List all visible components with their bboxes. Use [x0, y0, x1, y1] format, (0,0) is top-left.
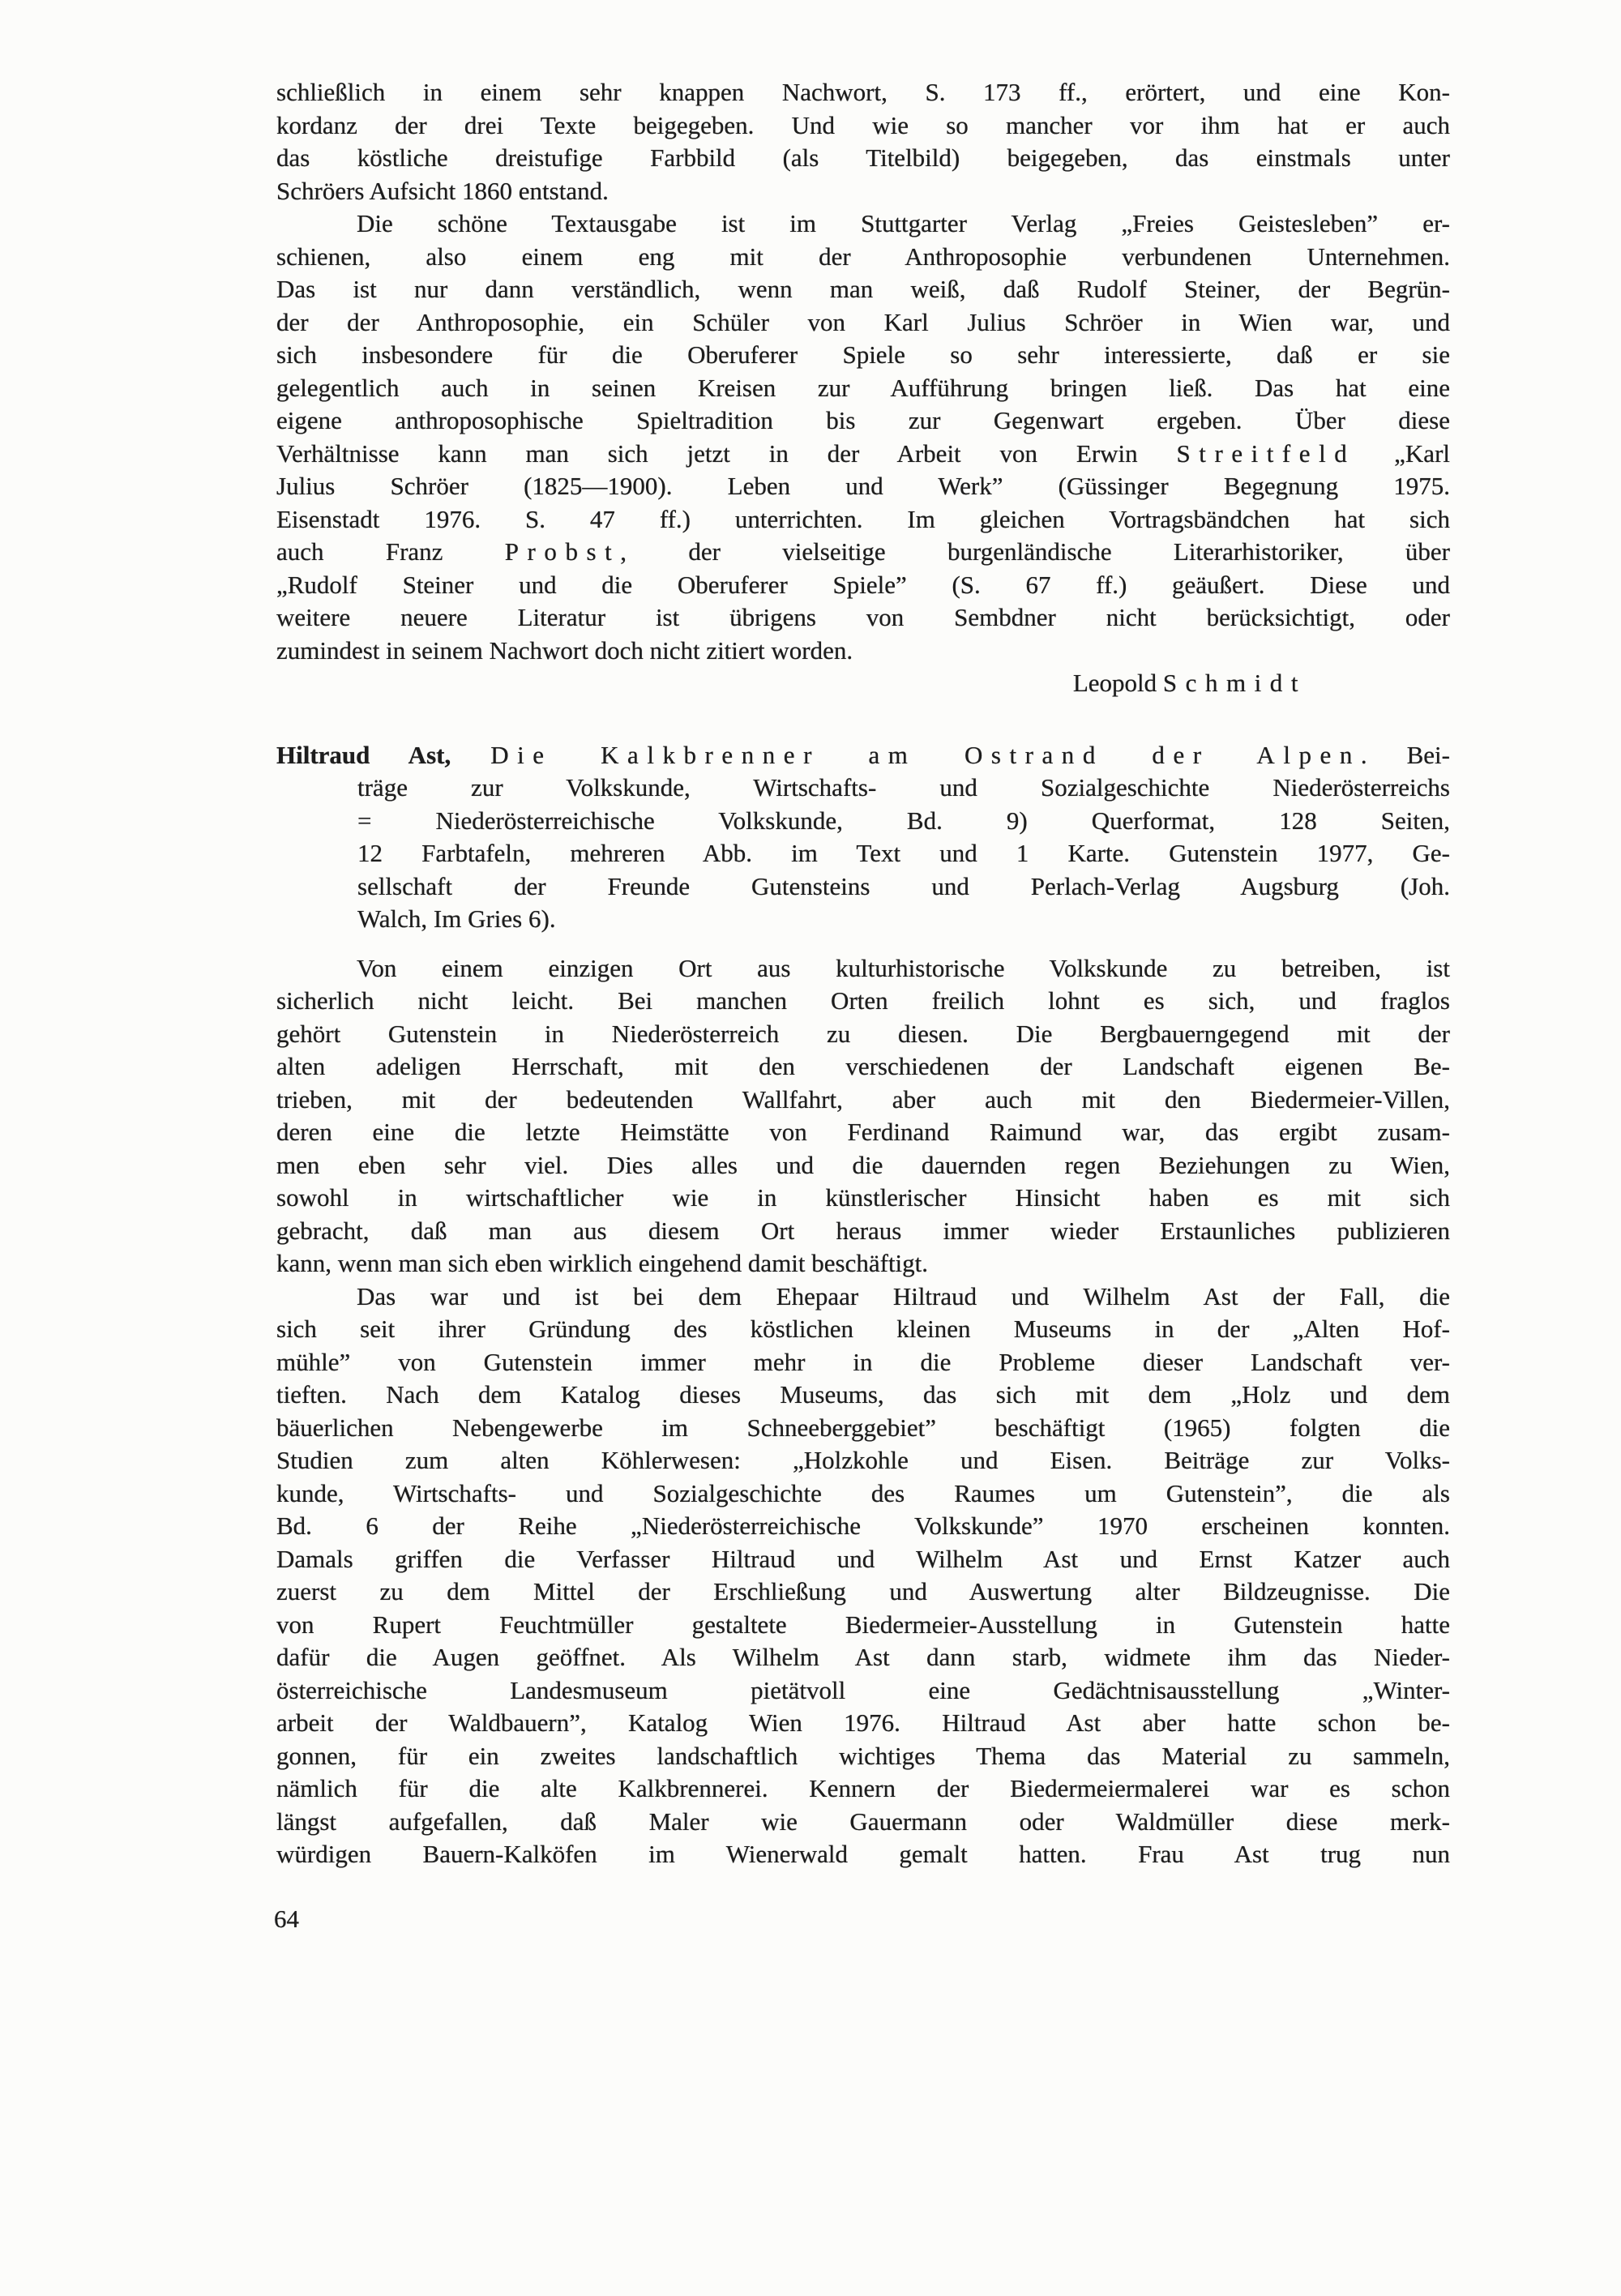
text-run: Verhältnisse kann man sich jetzt in der Arbeit von Erwin — [276, 438, 1177, 468]
text-run: „Karl — [1355, 438, 1451, 468]
text-line: deren eine die letzte Heimstätte von Ferdinand Raimund war, das ergibt zusam- — [276, 1118, 1450, 1146]
text-line: kordanz der drei Texte beigegeben. Und wie so mancher vor ihm hat er auch — [276, 110, 1450, 139]
text-line: gebracht, daß man aus diesem Ort heraus immer wieder Erstaunliches publizieren — [276, 1216, 1450, 1245]
page-text — [276, 76, 1450, 1871]
text-line: weitere neuere Literatur ist übrigens von Sembdner nicht berücksichtigt, oder — [276, 603, 1450, 631]
text-line: der der Anthroposophie, ein Schüler von Karl Julius Schröer in Wien war, und — [276, 307, 1450, 336]
text-line: tieften. Nach dem Katalog dieses Museums, das sich mit dem „Holz und dem — [276, 1380, 1450, 1409]
text-run: auch Franz — [276, 537, 505, 566]
text-line: men eben sehr viel. Dies alles und die dauernden regen Beziehungen zu Wien, — [276, 1150, 1450, 1179]
text-line: „Rudolf Steiner und die Oberuferer Spiele” (S. 67 ff.) geäußert. Diese und — [276, 570, 1450, 599]
text-line: = Niederösterreichische Volkskunde, Bd. 9) Querformat, 128 Seiten, — [357, 806, 1450, 835]
text-line: sich insbesondere für die Oberuferer Spiele so sehr interessierte, daß er sie — [276, 340, 1450, 369]
text-line — [276, 438, 1450, 471]
text-line: von Rupert Feuchtmüller gestaltete Biedermeier-Ausstellung in Gutenstein hatte — [276, 1610, 1450, 1639]
text-line — [276, 739, 1450, 772]
text-run: Leopold — [1072, 669, 1163, 697]
text-line: österreichische Landesmuseum pietätvoll eine Gedächtnisausstellung „Winter- — [276, 1675, 1450, 1704]
letterspaced-text: Streitfeld — [1176, 438, 1356, 468]
letterspaced-text: Schmidt — [1162, 669, 1307, 697]
text-line: arbeit der Waldbauern”, Katalog Wien 1976. Hiltraud Ast aber hatte schon be- — [276, 1708, 1450, 1737]
text-line: eigene anthroposophische Spieltradition bis zur Gegenwart ergeben. Über diese — [276, 406, 1450, 434]
text-line: gehört Gutenstein in Niederösterreich zu diesen. Die Bergbauerngegend mit der — [276, 1019, 1450, 1048]
text-line: Das ist nur dann verständlich, wenn man weiß, daß Rudolf Steiner, der Begrün- — [276, 275, 1450, 303]
text-run: , der vielseitige burgenländische Literarhistoriker, über — [620, 537, 1450, 566]
text-line: sicherlich nicht leicht. Bei manchen Orten freilich lohnt es sich, und fraglos — [276, 986, 1450, 1015]
author-name-bold: Hiltraud Ast, — [276, 740, 451, 769]
text-run — [451, 741, 490, 769]
text-line: dafür die Augen geöffnet. Als Wilhelm Ast dann starb, widmete ihm das Nieder- — [276, 1643, 1450, 1671]
text-line: 12 Farbtafeln, mehreren Abb. im Text und 1 Karte. Gutenstein 1977, Ge- — [357, 839, 1450, 867]
text-line: kann, wenn man sich eben wirklich eingehend damit beschäftigt. — [276, 1249, 929, 1277]
page-number: 64 — [274, 1905, 299, 1933]
text-line — [276, 536, 1450, 569]
text-line: Bd. 6 der Reihe „Niederösterreichische Volkskunde” 1970 erscheinen konnten. — [276, 1511, 1450, 1540]
text-line: das köstliche dreistufige Farbbild (als Titelbild) beigegeben, das einstmals unter — [276, 143, 1450, 172]
text-line: Das war und ist bei dem Ehepaar Hiltraud und Wilhelm Ast der Fall, die — [357, 1281, 1450, 1310]
text-line: würdigen Bauern-Kalköfen im Wienerwald gemalt hatten. Frau Ast trug nun — [276, 1840, 1450, 1868]
text-line: Julius Schröer (1825—1900). Leben und Werk” (Güssinger Begegnung 1975. — [276, 472, 1450, 500]
text-line: Studien zum alten Köhlerwesen: „Holzkohle und Eisen. Beiträge zur Volks- — [276, 1446, 1450, 1474]
text-line: nämlich für die alte Kalkbrennerei. Kennern der Biedermeiermalerei war es schon — [276, 1774, 1450, 1802]
text-line: Die schöne Textausgabe ist im Stuttgarter Verlag „Freies Geistesleben” er- — [357, 209, 1450, 237]
text-line: schienen, also einem eng mit der Anthroposophie verbundenen Unternehmen. — [276, 242, 1450, 271]
text-line: sowohl in wirtschaftlicher wie in künstlerischer Hinsicht haben es mit sich — [276, 1183, 1450, 1212]
text-line: sellschaft der Freunde Gutensteins und Perlach-Verlag Augsburg (Joh. — [357, 871, 1450, 900]
letterspaced-text: Probst — [504, 537, 621, 566]
text-line: zumindest in seinem Nachwort doch nicht zitiert worden. — [276, 635, 853, 665]
text-line: Walch, Im Gries 6). — [357, 904, 556, 933]
text-line: mühle” von Gutenstein immer mehr in die Probleme dieser Landschaft ver- — [276, 1347, 1450, 1376]
text-line: zuerst zu dem Mittel der Erschließung und Auswertung alter Bildzeugnisse. Die — [276, 1577, 1450, 1605]
letterspaced-text: Die Kalkbrenner am Ostrand der Alpen — [490, 740, 1361, 769]
text-line: trieben, mit der bedeutenden Wallfahrt, aber auch mit den Biedermeier-Villen, — [276, 1084, 1450, 1114]
text-line: kunde, Wirtschafts- und Sozialgeschichte des Raumes um Gutenstein”, die als — [276, 1478, 1450, 1507]
text-line: sich seit ihrer Gründung des köstlichen kleinen Museums in der „Alten Hof- — [276, 1315, 1450, 1343]
text-line: längst aufgefallen, daß Maler wie Gauermann oder Waldmüller diese merk- — [276, 1806, 1450, 1836]
text-run: . Bei- — [1360, 740, 1450, 769]
text-line: Eisenstadt 1976. S. 47 ff.) unterrichten. Im gleichen Vortragsbändchen hat sich — [276, 504, 1450, 533]
text-line: Damals griffen die Verfasser Hiltraud und Wilhelm Ast und Ernst Katzer auch — [276, 1544, 1450, 1573]
text-line: Von einem einzigen Ort aus kulturhistorische Volkskunde zu betreiben, ist — [357, 953, 1450, 982]
text-line: schließlich in einem sehr knappen Nachwort, S. 173 ff., erörtert, und eine Kon- — [276, 78, 1450, 106]
text-line: gonnen, für ein zweites landschaftlich wichtiges Thema das Material zu sammeln, — [276, 1741, 1450, 1770]
text-line: alten adeligen Herrschaft, mit den verschiedenen der Landschaft eigenen Be- — [276, 1052, 1450, 1080]
text-line — [276, 667, 1450, 700]
text-line: bäuerlichen Nebengewerbe im Schneeberggebiet” beschäftigt (1965) folgten die — [276, 1413, 1450, 1442]
text-line: Schröers Aufsicht 1860 entstand. — [276, 176, 609, 205]
text-line: gelegentlich auch in seinen Kreisen zur Aufführung bringen ließ. Das hat eine — [276, 373, 1450, 402]
text-line: träge zur Volkskunde, Wirtschafts- und Sozialgeschichte Niederösterreichs — [357, 773, 1450, 802]
